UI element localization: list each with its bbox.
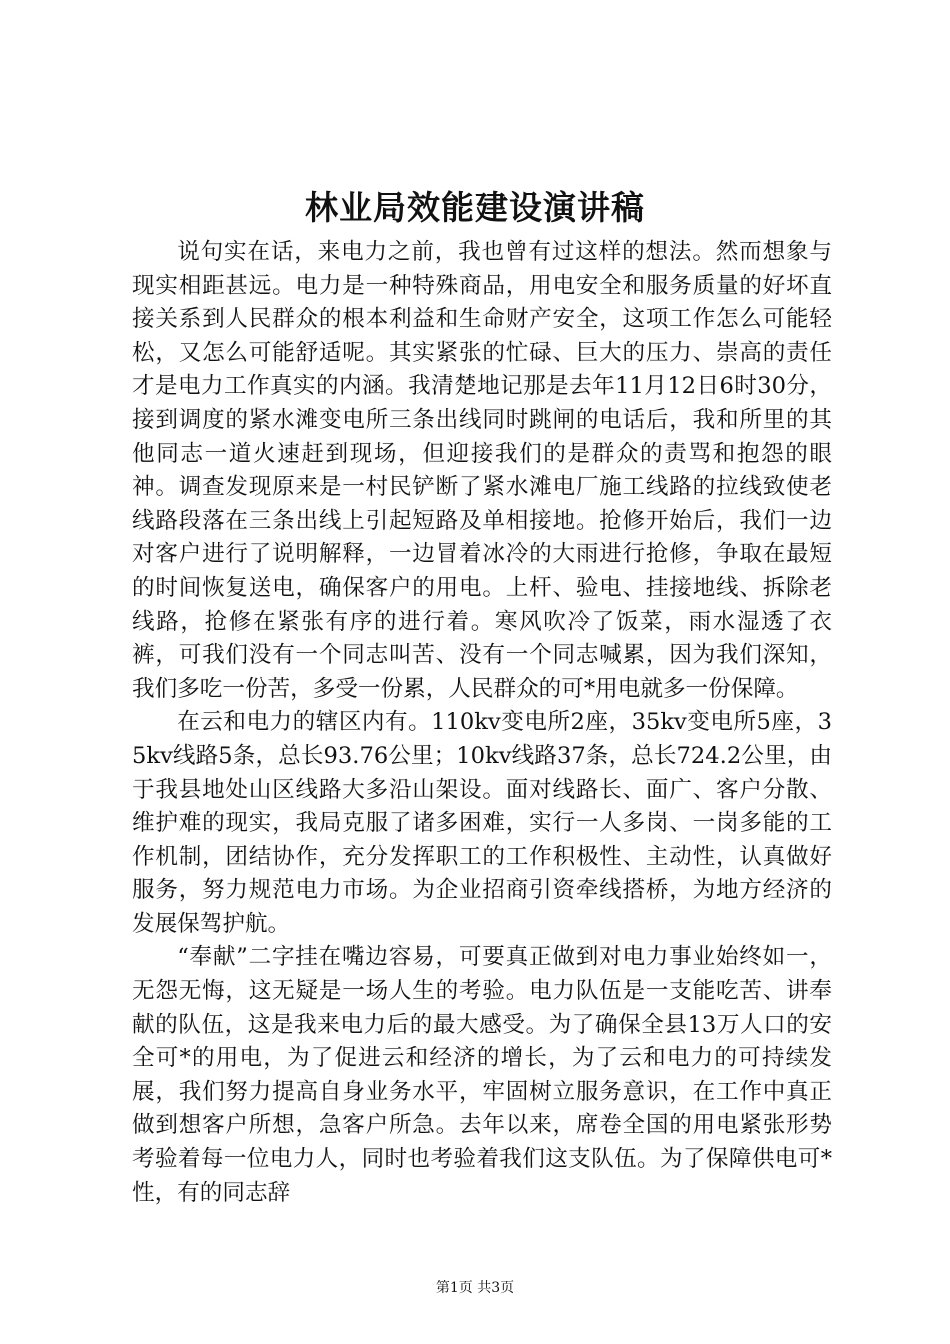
paragraph: 说句实在话，来电力之前，我也曾有过这样的想法。然而想象与现实相距甚远。电力是一种特殊商品，用电安全和服务质量的好坏直接关系到人民群众的根本利益和生命财产安全，这项工作怎么可能轻松，又怎么可能舒适呢。其实紧张的忙碌、巨大的压力、崇高的责任才是电力工作真实的内涵。我清楚地记那是去年11月12日6时30分，接到调度的紧水滩变电所三条出线同时跳闸的电话后，我和所里的其他同志一道火速赶到现场，但迎接我们的是群众的责骂和抱怨的眼神。调查发现原来是一村民铲断了紧水滩电厂施工线路的拉线致使老线路段落在三条出线上引起短路及单相接地。抢修开始后，我们一边对客户进行了说明解释，一边冒着冰冷的大雨进行抢修，争取在最短的时间恢复送电，确保客户的用电。上杆、验电、挂接地线、拆除老线路，抢修在紧张有序的进行着。寒风吹冷了饭菜，雨水湿透了衣裤，可我们没有一个同志叫苦、没有一个同志喊累，因为我们深知，我们多吃一份苦，多受一份累，人民群众的可*用电就多一份保障。 (132, 239, 832, 702)
document-body (132, 236, 832, 1210)
paragraph: 在云和电力的辖区内有。110kv变电所2座，35kv变电所5座，35kv线路5条，总长93.76公里；10kv线路37条，总长724.2公里，由于我县地处山区线路大多沿山架设。面对线路长、面广、客户分散、维护难的现实，我局克服了诸多困难，实行一人多岗、一岗多能的工作机制，团结协作，充分发挥职工的工作积极性、主动性，认真做好服务，努力规范电力市场。为企业招商引资牵线搭桥，为地方经济的发展保驾护航。 (132, 709, 832, 937)
page-number-footer: 第1页 共3页 (435, 1280, 515, 1296)
paragraph: “奉献”二字挂在嘴边容易，可要真正做到对电力事业始终如一，无怨无悔，这无疑是一场人生的考验。电力队伍是一支能吃苦、讲奉献的队伍，这是我来电力后的最大感受。为了确保全县13万人口的安全可*的用电，为了促进云和经济的增长，为了云和电力的可持续发展，我们努力提高自身业务水平，牢固树立服务意识，在工作中真正做到想客户所想，急客户所急。去年以来，席卷全国的用电紧张形势考验着每一位电力人，同时也考验着我们这支队伍。为了保障供电可*性，有的同志辞 (132, 944, 832, 1206)
document-title: 林业局效能建设演讲稿 (305, 188, 645, 227)
